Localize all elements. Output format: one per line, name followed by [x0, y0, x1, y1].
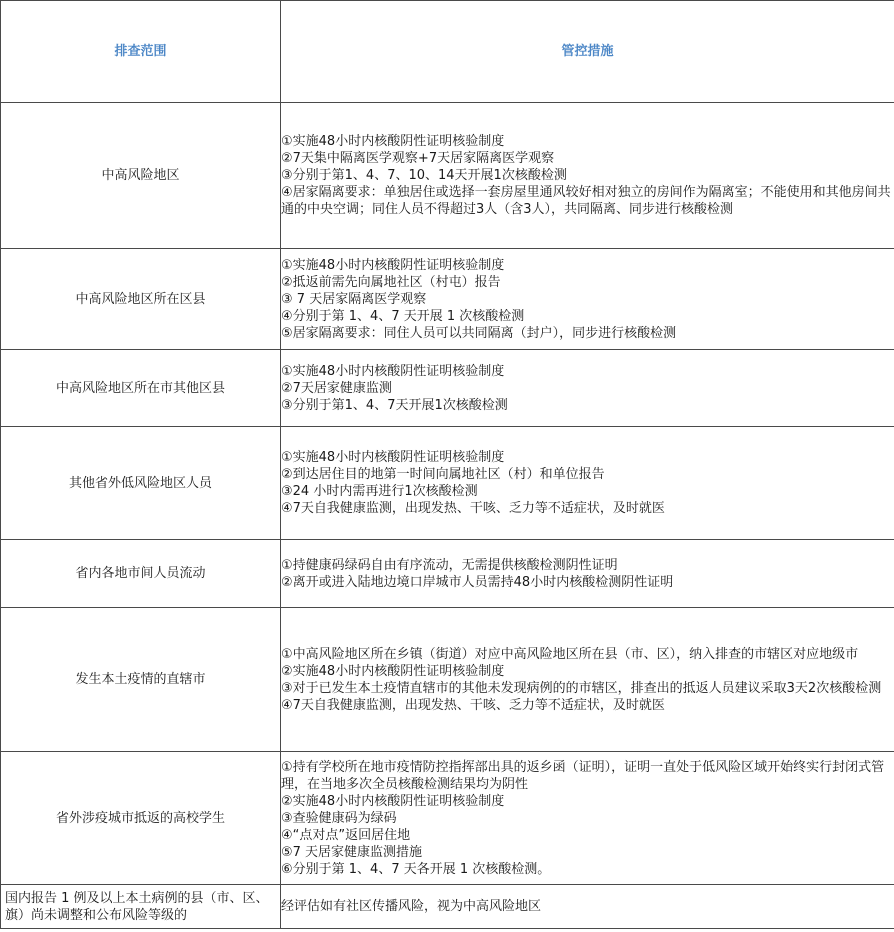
table-row — [1, 350, 894, 427]
measure-line: ③24 小时内需再进行1次核酸检测 — [281, 484, 478, 499]
measures-cell — [281, 350, 894, 427]
measure-line: ③ 7 天居家隔离医学观察 — [281, 291, 427, 307]
measure-line: ③查验健康码为绿码 — [281, 810, 397, 826]
scope-cell: 中高风险地区 — [1, 103, 281, 249]
measure-line: ①实施48小时内核酸阴性证明核验制度 — [281, 450, 505, 465]
measures-cell — [281, 608, 894, 752]
measure-line: ④“点对点”返回居住地 — [281, 827, 411, 843]
measures-cell — [281, 249, 894, 350]
measures-cell — [281, 540, 894, 608]
measure-line: ②实施48小时内核酸阴性证明核验制度 — [281, 793, 505, 809]
scope-column-header: 排查范围 — [1, 1, 281, 103]
scope-cell: 省内各地市间人员流动 — [1, 540, 281, 608]
table-row — [1, 249, 894, 350]
table-row — [1, 427, 894, 540]
measure-line: ③分别于第1、4、7、10、14天开展1次核酸检测 — [281, 168, 567, 183]
measure-line: 经评估如有社区传播风险，视为中高风险地区 — [281, 899, 542, 914]
measure-line: ①实施48小时内核酸阴性证明核验制度 — [281, 134, 505, 149]
measure-line: ②抵返前需先向属地社区（村屯）报告 — [281, 274, 501, 290]
measures-cell — [281, 103, 894, 249]
table-row — [1, 103, 894, 249]
measure-line: ⑤居家隔离要求：同住人员可以共同隔离（封户），同步进行核酸检测 — [281, 325, 677, 341]
scope-cell: 其他省外低风险地区人员 — [1, 427, 281, 540]
header-row — [1, 1, 894, 103]
scope-cell: 省外涉疫城市抵返的高校学生 — [1, 752, 281, 885]
measure-line: ①中高风险地区所在乡镇（街道）对应中高风险地区所在县（市、区），纳入排查的市辖区对应地级市 — [281, 646, 859, 662]
measure-line: ①持健康码绿码自由有序流动，无需提供核酸检测阴性证明 — [281, 557, 618, 573]
measure-line: ⑤7 天居家健康监测措施 — [281, 844, 423, 860]
measure-line: ④居家隔离要求：单独居住或选择一套房屋里通风较好相对独立的房间作为隔离室；不能使用和其他房间共通的中央空调；同住人员不得超过3人（含3人），共同隔离、同步进行核酸检测 — [281, 185, 891, 217]
scope-cell: 中高风险地区所在区县 — [1, 249, 281, 350]
table-row — [1, 885, 894, 929]
measures-cell — [281, 885, 894, 929]
scope-cell: 中高风险地区所在市其他区县 — [1, 350, 281, 427]
measure-line: ④7天自我健康监测，出现发热、干咳、乏力等不适症状，及时就医 — [281, 697, 665, 713]
measure-line: ①实施48小时内核酸阴性证明核验制度 — [281, 257, 505, 273]
measure-line: ③对于已发生本土疫情直辖市的其他未发现病例的的市辖区，排查出的抵返人员建议采取3天2次核酸检测 — [281, 680, 882, 696]
measure-line: ④分别于第 1、4、7 天开展 1 次核酸检测 — [281, 308, 525, 324]
measure-line: ①持有学校所在地市疫情防控指挥部出具的返乡函（证明），证明一直处于低风险区域开始终实行封闭式管理，在当地多次全员核酸检测结果均为阴性 — [281, 759, 885, 792]
scope-cell: 国内报告 1 例及以上本土病例的县（市、区、旗）尚未调整和公布风险等级的 — [1, 885, 281, 929]
measure-line: ⑥分别于第 1、4、7 天各开展 1 次核酸检测。 — [281, 861, 551, 877]
measure-line: ②到达居住目的地第一时间向属地社区（村）和单位报告 — [281, 467, 605, 482]
measures-cell — [281, 752, 894, 885]
measure-line: ④7天自我健康监测，出现发热、干咳、乏力等不适症状，及时就医 — [281, 501, 665, 516]
table-row — [1, 540, 894, 608]
scope-cell: 发生本土疫情的直辖市 — [1, 608, 281, 752]
measure-line: ②7天集中隔离医学观察+7天居家隔离医学观察 — [281, 151, 555, 166]
table-row — [1, 752, 894, 885]
table-row — [1, 608, 894, 752]
measures-column-header: 管控措施 — [281, 1, 894, 103]
measure-line: ③分别于第1、4、7天开展1次核酸检测 — [281, 397, 508, 413]
measure-line: ②离开或进入陆地边境口岸城市人员需持48小时内核酸检测阴性证明 — [281, 574, 674, 590]
measure-line: ②7天居家健康监测 — [281, 380, 392, 396]
measure-line: ②实施48小时内核酸阴性证明核验制度 — [281, 663, 505, 679]
measures-cell — [281, 427, 894, 540]
measure-line: ①实施48小时内核酸阴性证明核验制度 — [281, 363, 505, 379]
